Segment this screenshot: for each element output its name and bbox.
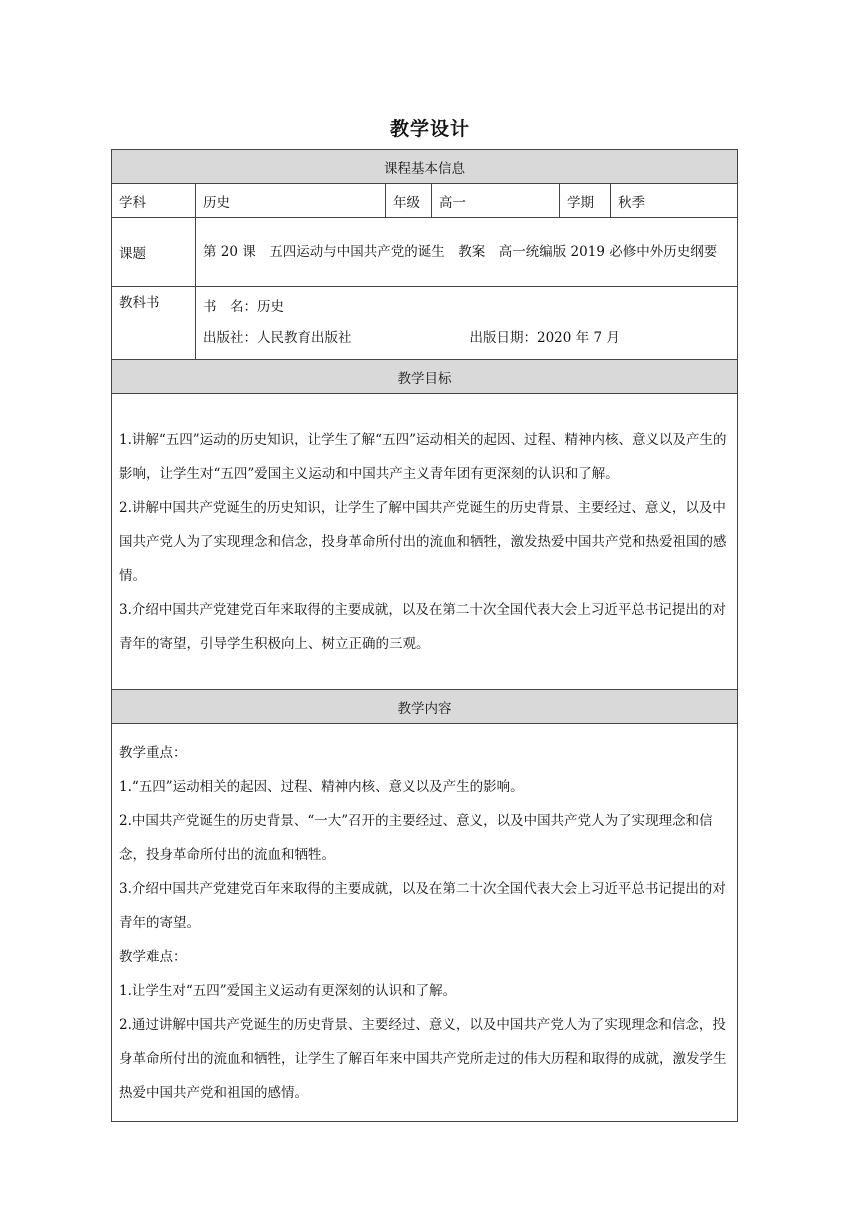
term-value: 秋季 bbox=[611, 184, 738, 218]
difficult-point: 1.让学生对“五四”爱国主义运动有更深刻的认识和了解。 bbox=[119, 982, 457, 999]
goal-paragraph: 2.讲解中国共产党诞生的历史知识，让学生了解中国共产党诞生的历史背景、主要经过、意义，以及中国共产党人为了实现理念和信念，投身革命所付出的流血和牺牲，激发热爱中国共产党和热爱祖国的感情。 bbox=[119, 499, 727, 584]
key-points-label: 教学重点： bbox=[119, 744, 187, 761]
textbook-cell bbox=[196, 287, 738, 360]
textbook-label: 教科书 bbox=[112, 287, 196, 360]
subject-label: 学科 bbox=[112, 184, 196, 218]
key-point: 3.介绍中国共产党建党百年来取得的主要成就，以及在第二十次全国代表大会上习近平总书记提出的对青年的寄望。 bbox=[119, 880, 726, 931]
subject-value: 历史 bbox=[196, 184, 386, 218]
goal-paragraph: 3.介绍中国共产党建党百年来取得的主要成就，以及在第二十次全国代表大会上习近平总书记提出的对青年的寄望，引导学生积极向上、树立正确的三观。 bbox=[119, 601, 726, 652]
goals-row bbox=[112, 394, 738, 690]
content-cell bbox=[112, 724, 738, 1122]
basic-info-header: 课程基本信息 bbox=[112, 150, 738, 184]
document-title: 教学设计 bbox=[389, 118, 470, 140]
topic-label: 课题 bbox=[112, 218, 196, 287]
textbook-publisher-line bbox=[203, 323, 730, 354]
grade-value: 高一 bbox=[432, 184, 560, 218]
basic-info-row bbox=[112, 184, 738, 218]
term-label: 学期 bbox=[560, 184, 611, 218]
textbook-date: 出版日期：2020 年 7 月 bbox=[469, 330, 620, 346]
goals-header-row bbox=[112, 360, 738, 394]
goals-cell bbox=[112, 394, 738, 690]
difficult-point: 2.通过讲解中国共产党诞生的历史背景、主要经过、意义，以及中国共产党人为了实现理念和信念，投身革命所付出的流血和牺牲，让学生了解百年来中国共产党所走过的伟大历程和取得的成就，激发学生热爱中国共产党和祖国的感情。 bbox=[119, 1016, 727, 1101]
topic-cell bbox=[196, 218, 738, 287]
content-header: 教学内容 bbox=[112, 690, 738, 724]
key-point: 1.“五四”运动相关的起因、过程、精神内核、意义以及产生的影响。 bbox=[119, 778, 524, 795]
lesson-plan-table bbox=[111, 149, 738, 1122]
topic-row bbox=[112, 218, 738, 287]
content-row bbox=[112, 724, 738, 1122]
goals-header: 教学目标 bbox=[112, 360, 738, 394]
topic-value: 第 20 课 五四运动与中国共产党的诞生 教案 高一统编版 2019 必修中外历史纲要 bbox=[203, 244, 718, 260]
difficult-points-label: 教学难点： bbox=[119, 948, 187, 965]
grade-label: 年级 bbox=[386, 184, 432, 218]
key-point: 2.中国共产党诞生的历史背景、“一大”召开的主要经过、意义，以及中国共产党人为了实现理念和信念，投身革命所付出的流血和牺牲。 bbox=[119, 812, 713, 863]
content-header-row bbox=[112, 690, 738, 724]
textbook-row bbox=[112, 287, 738, 360]
goal-paragraph: 1.讲解“五四”运动的历史知识，让学生了解“五四”运动相关的起因、过程、精神内核、意义以及产生的影响，让学生对“五四”爱国主义运动和中国共产主义青年团有更深刻的认识和了解。 bbox=[119, 431, 727, 482]
textbook-name: 书 名：历史 bbox=[203, 299, 284, 315]
basic-info-header-row bbox=[112, 150, 738, 184]
textbook-publisher: 出版社：人民教育出版社 bbox=[203, 330, 352, 346]
